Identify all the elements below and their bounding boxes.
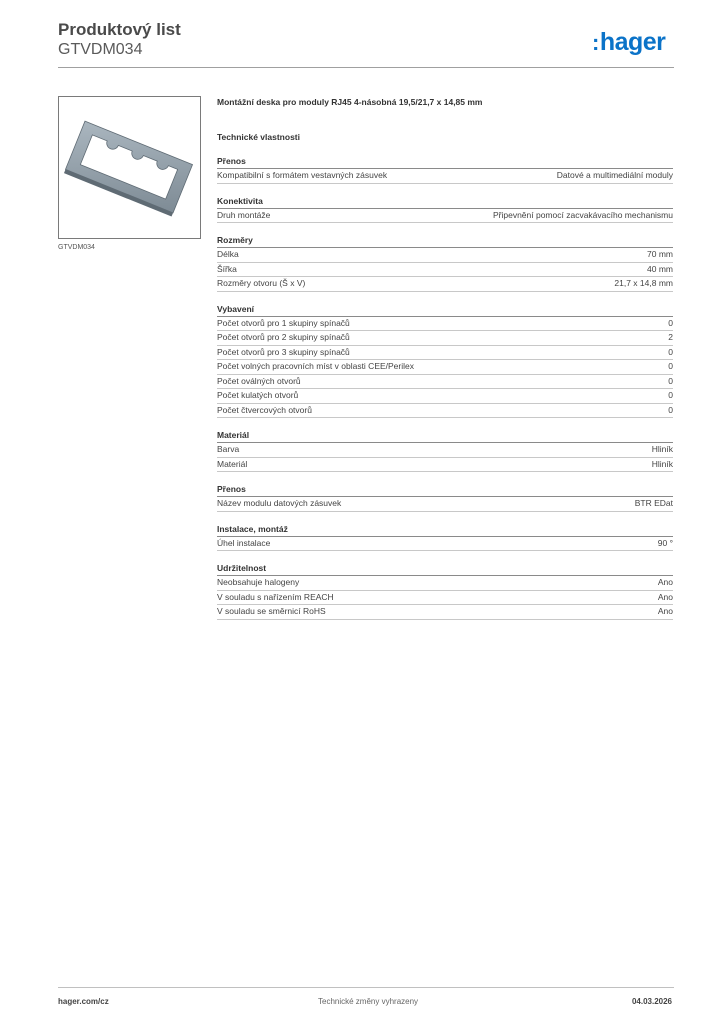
spec-label: Rozměry otvoru (Š x V) [217,278,306,288]
spec-row [217,277,673,292]
spec-label: Šířka [217,263,237,274]
section-title: Instalace, montáž [217,523,673,537]
spec-value: 2 [668,332,673,342]
spec-row [217,375,673,390]
logo-text: hager [599,28,666,56]
product-image [58,96,201,239]
section-title: Konektivita [217,195,673,209]
spec-row [217,443,673,458]
spec-value: 90 ° [657,537,673,548]
spec-value: BTR EDat [634,498,673,508]
spec-label: Neobsahuje halogeny [217,577,300,587]
section-title: Rozměry [217,234,673,248]
spec-label: Materiál [217,458,248,469]
spec-section [217,523,673,552]
spec-section [217,195,673,224]
spec-row [217,263,673,278]
spec-section [217,155,673,184]
spec-label: Druh montáže [217,209,271,220]
spec-label: Délka [217,249,239,259]
spec-value: 0 [668,361,673,371]
technical-properties-heading: Technické vlastnosti [217,132,300,142]
spec-sections [217,155,673,620]
spec-row [217,605,673,620]
product-name: Montážní deska pro moduly RJ45 4-násobná 19,5/21,7 x 14,85 mm [217,97,483,107]
spec-row [217,537,673,552]
spec-label: Počet čtvercových otvorů [217,404,312,415]
hager-logo: :hager [592,28,666,56]
spec-section [217,483,673,512]
spec-value: 21,7 x 14,8 mm [614,278,673,288]
spec-label: Název modulu datových zásuvek [217,498,342,508]
spec-section [217,303,673,419]
spec-value: 0 [668,375,673,386]
spec-row [217,404,673,419]
spec-value: 70 mm [647,249,673,259]
spec-value: 0 [668,404,673,415]
spec-row [217,209,673,224]
spec-label: Počet otvorů pro 1 skupiny spínačů [217,317,350,328]
spec-value: Ano [657,591,673,602]
spec-value: Hliník [651,458,673,469]
image-caption: GTVDM034 [58,244,95,251]
mounting-plate-illustration [59,97,200,238]
section-title: Přenos [217,483,673,497]
spec-label: Barva [217,444,240,454]
section-title: Udržitelnost [217,562,673,576]
spec-row [217,169,673,184]
spec-value: Hliník [651,444,673,454]
spec-row [217,497,673,512]
spec-label: V souladu se směrnicí RoHS [217,606,326,616]
spec-row [217,346,673,361]
spec-value: Ano [657,606,673,616]
product-code: GTVDM034 [58,41,143,58]
specification-content [217,95,673,620]
section-title: Přenos [217,155,673,169]
page-title: Produktový list [58,20,181,39]
spec-value: 40 mm [647,263,673,274]
spec-label: Kompatibilní s formátem vestavných zásuvek [217,170,388,180]
header-divider [58,67,674,68]
spec-row [217,389,673,404]
footer-divider [58,987,674,988]
document-header [58,20,181,60]
spec-label: Počet otvorů pro 3 skupiny spínačů [217,346,350,357]
spec-value: 0 [668,346,673,357]
footer-date: 04.03.2026 [631,997,672,1006]
spec-section [217,562,673,620]
spec-label: Počet kulatých otvorů [217,390,299,400]
section-title: Materiál [217,429,673,443]
spec-value: 0 [668,390,673,400]
spec-row [217,360,673,375]
spec-row [217,576,673,591]
spec-value: 0 [668,317,673,328]
spec-label: V souladu s nařízením REACH [217,591,334,602]
spec-row [217,591,673,606]
spec-label: Počet otvorů pro 2 skupiny spínačů [217,332,350,342]
spec-row [217,458,673,473]
spec-label: Úhel instalace [217,537,271,548]
spec-row [217,331,673,346]
section-title: Vybavení [217,303,673,317]
footer-website: hager.com/cz [58,997,109,1006]
footer-disclaimer: Technické změny vyhrazeny [318,997,419,1006]
spec-value: Připevnění pomocí zacvakávacího mechanismu [492,209,673,220]
spec-section [217,429,673,472]
spec-section [217,234,673,292]
spec-row [217,317,673,332]
spec-label: Počet volných pracovních míst v oblasti CEE/Perilex [217,361,414,371]
spec-label: Počet oválných otvorů [217,375,301,386]
spec-row [217,248,673,263]
spec-value: Datové a multimediální moduly [556,170,673,180]
spec-value: Ano [657,577,673,587]
